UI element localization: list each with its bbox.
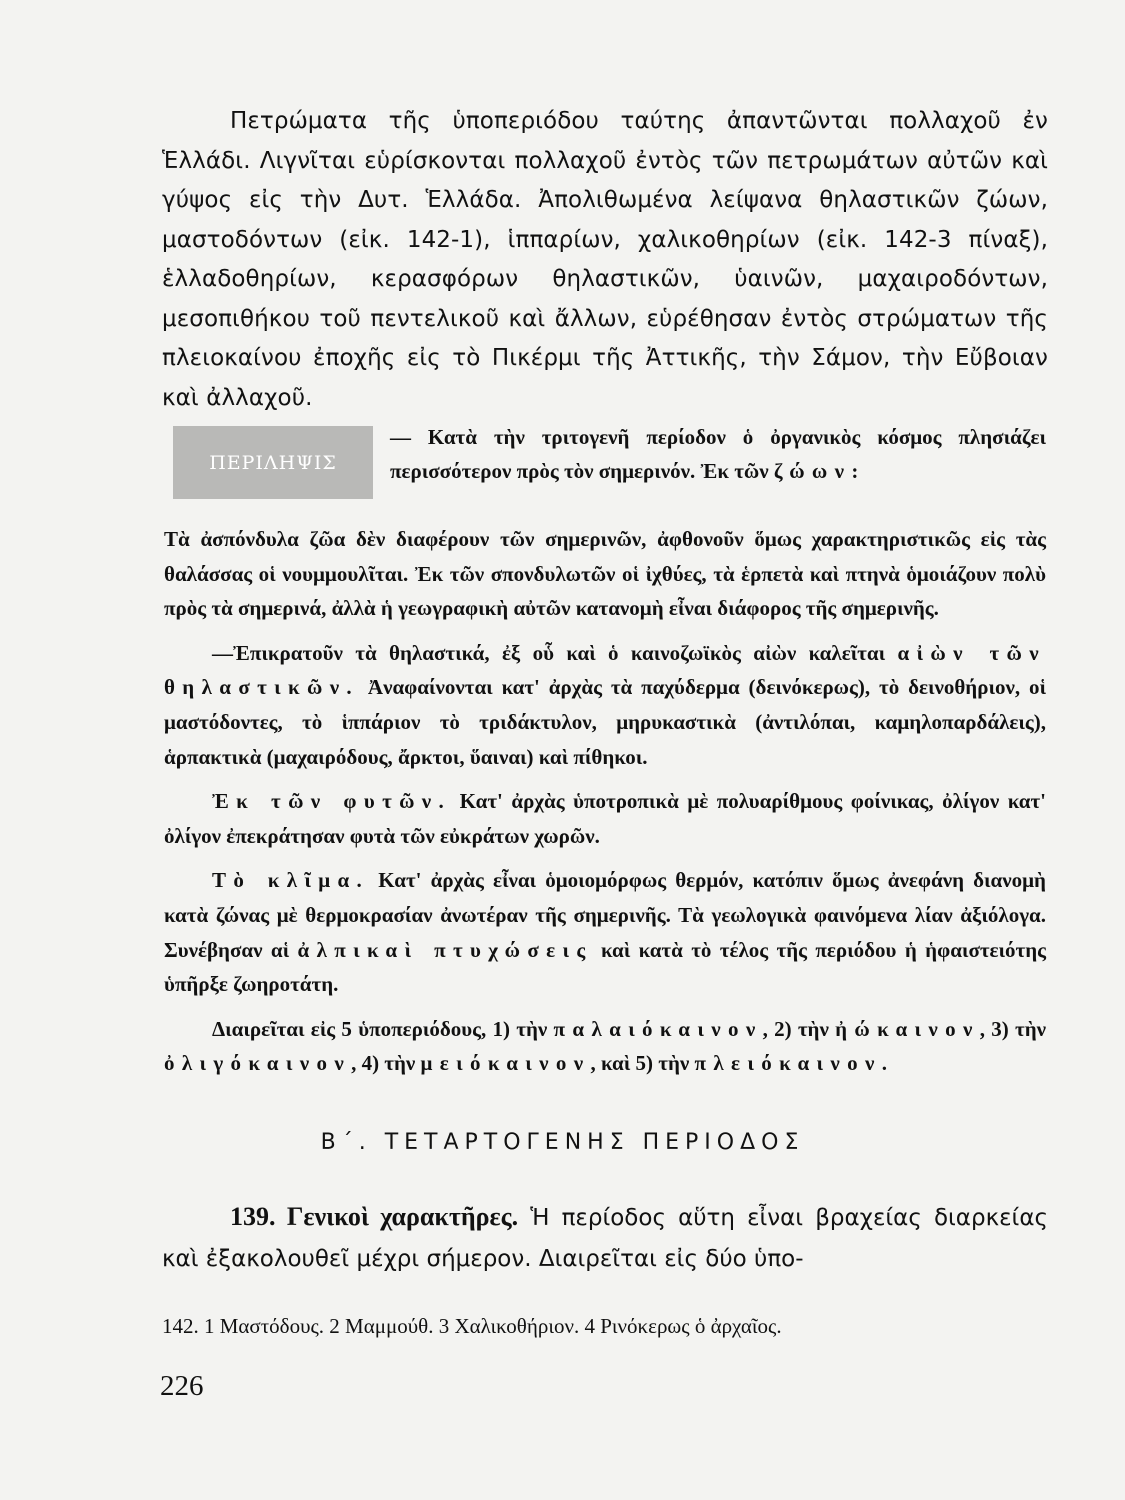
summary-p4-spaced: Τὸ κλῖμα.	[212, 868, 370, 893]
summary-paragraph-2	[164, 636, 1046, 774]
summary-p4-tail-b: καὶ κατὰ τὸ τέλος τῆς περιόδου ἡ ἡφαιστειότης ὑπῆρξε ζωηροτάτη.	[164, 937, 1046, 997]
page-number: 226	[160, 1370, 204, 1402]
p5-a: Διαιρεῖται εἰς 5 ὑποπεριόδους, 1) τὴν	[212, 1016, 554, 1041]
summary-p4-spaced-2: ἀλπικαὶ πτυχώσεις	[297, 937, 593, 962]
term-oligocene: ὀλιγόκαινον	[164, 1051, 352, 1076]
p5-b: , 2) τὴν	[762, 1016, 836, 1041]
term-pliocene: πλειόκαινον	[694, 1051, 882, 1076]
summary-p3-tail: Κατ' ἀρχὰς ὑποτροπικὰ μὲ πολυαρίθμους φοίνικας, ὀλίγον κατ' ὀλίγον ἐπεκράτησαν φυτὰ τῶν εὐκράτων χωρῶν.	[164, 789, 1047, 848]
summary-p3-spaced: Ἐκ τῶν φυτῶν.	[212, 789, 452, 814]
summary-p2-lead: —Ἐπικρατοῦν τὰ θηλαστικά, ἐξ οὗ καὶ ὁ καινοζωϊκὸς αἰὼν καλεῖται	[212, 640, 898, 665]
section-139-title: 139. Γενικοὶ χαρακτῆρες.	[230, 1202, 519, 1231]
p5-f: .	[881, 1051, 887, 1076]
summary-paragraph-1-end: Τὰ ἀσπόνδυλα ζῶα δὲν διαφέρουν τῶν σημερινῶν, ἀφθονοῦν ὅμως χαρακτηριστικῶς εἰς τὰς θαλάσσας οἱ νουμμουλῖται. Ἐκ τῶν σπονδυλωτῶν οἱ ἰχθύες, τὰ ἑρπετὰ καὶ πτηνὰ ὁμοιάζουν πολὺ πρὸς τὰ σημερινά, ἀλλὰ ἡ γεωγραφικὴ αὐτῶν κατανομὴ εἶναι διάφορος τῆς σημερινῆς.	[164, 527, 1046, 621]
summary-paragraph-3	[164, 784, 1046, 853]
summary-p4-tail-a: Κατ' ἀρχὰς εἶναι ὁμοιομόρφως θερμόν, κατόπιν ὅμως ἀνεφάνη διανομὴ κατὰ ζώνας μὲ θερμοκρασίαν ἀνωτέραν τῆς σημερινῆς. Τὰ γεωλογικὰ φαινόμενα λίαν ἀξιόλογα. Συνέβησαν αἱ	[164, 868, 1046, 962]
summary-label: ΠΕΡΙΛΗΨΙΣ	[209, 451, 337, 474]
p5-e: , καὶ 5) τὴν	[590, 1051, 695, 1076]
figure-footnote: 142. 1 Μαστόδους. 2 Μαμμούθ. 3 Χαλικοθήριον. 4 Ρινόκερως ὁ ἀρχαῖος.	[162, 1314, 782, 1338]
p5-d: , 4) τὴν	[351, 1051, 421, 1076]
section-139-text: Ἡ περίοδος αὕτη εἶναι βραχείας διαρκείας καὶ ἐξακολουθεῖ μέχρι σήμερον. Διαιρεῖται εἰς δύο ὑπο-	[162, 1205, 1048, 1272]
term-eocene: ἠώκαινον	[835, 1016, 980, 1041]
summary-p2-tail: Ἀναφαίνονται κατ' ἀρχὰς τὰ παχύδερμα (δεινόκερως), τὸ δεινοθήριον, οἱ μαστόδοντες, τὸ ἱππάριον τὸ τριδάκτυλον, μηρυκαστικὰ (ἀντιλόπαι, καμηλοπαρδάλεις), ἁρπακτικὰ (μαχαιρόδους, ἄρκτοι, ὕαιναι) καὶ πίθηκοι.	[164, 675, 1046, 769]
summary-paragraph-5	[164, 1012, 1046, 1081]
summary-box	[173, 426, 373, 499]
summary-body	[164, 522, 1046, 1091]
section-heading: Β΄. ΤΕΤΑΡΤΟΓΕΝΗΣ ΠΕΡΙΟΔΟΣ	[320, 1130, 805, 1155]
term-miocene: μειόκαινον	[420, 1051, 591, 1076]
term-paleocene: παλαιόκαινον	[553, 1016, 763, 1041]
intro-paragraph: Πετρώματα τῆς ὑποπεριόδου ταύτης ἀπαντῶνται πολλαχοῦ ἐν Ἑλλάδι. Λιγνῖται εὑρίσκονται πολλαχοῦ ἐντὸς τῶν πετρωμάτων αὐτῶν καὶ γύψος εἰς τὴν Δυτ. Ἑλλάδα. Ἀπολιθωμένα λείψανα θηλαστικῶν ζώων, μαστοδόντων (εἰκ. 142-1), ἱππαρίων, χαλικοθηρίων (εἰκ. 142-3 πίναξ), ἑλλαδοθηρίων, κερασφόρων θηλαστικῶν, ὑαινῶν, μαχαιροδόντων, μεσοπιθήκου τοῦ πεντελικοῦ καὶ ἄλλων, εὑρέθησαν ἐντὸς στρώματων τῆς πλειοκαίνου ἐποχῆς εἰς τὸ Πικέρμι τῆς Ἀττικῆς, τὴν Σάμον, τὴν Εὔβοιαν καὶ ἀλλαχοῦ.	[162, 108, 1048, 411]
summary-p2-spaced: αἰὼν τῶν θηλαστικῶν.	[164, 640, 1046, 700]
section-139-paragraph	[162, 1196, 1048, 1280]
summary-paragraph-1-start	[390, 420, 1046, 488]
p5-c: , 3) τὴν	[979, 1016, 1047, 1041]
summary-p1-lead: — Κατὰ τὴν τριτογενῆ περίοδον ὁ ὀργανικὸς κόσμος πλησιάζει περισσότερον πρὸς τὸν σημερινόν. Ἐκ τῶν	[390, 425, 1046, 483]
summary-p1-spaced: ζώων:	[773, 459, 866, 483]
summary-paragraph-4	[164, 863, 1046, 1001]
